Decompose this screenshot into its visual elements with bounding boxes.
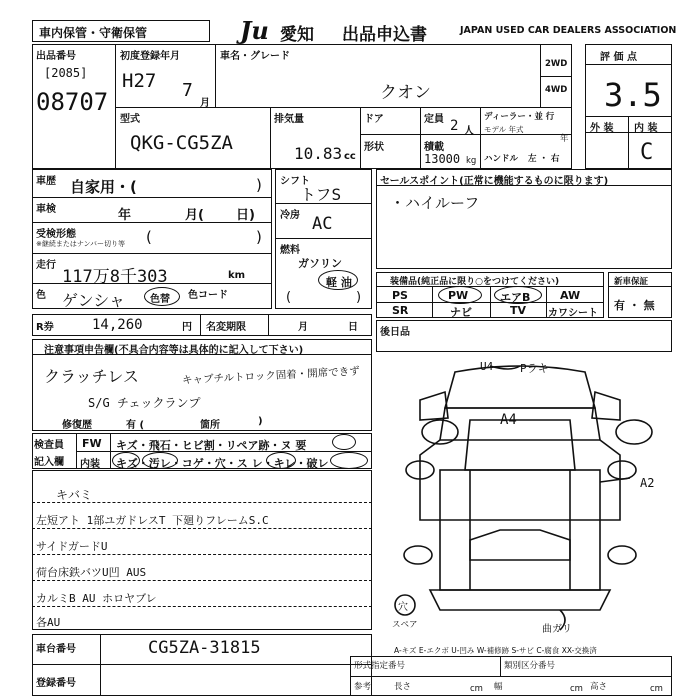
inspector-label1: 検査員 — [34, 440, 64, 451]
sales-points-value: ・ハイルーフ — [390, 194, 480, 212]
equip-navi: ナビ — [450, 306, 472, 319]
notes-line1b: キャブチルトロック固着・開席できず — [181, 365, 360, 387]
model-label: 型式 — [120, 114, 140, 125]
remark-4: 荷台床鉄バツU凹 AUS — [36, 566, 147, 579]
association-name: JAPAN USED CAR DEALERS ASSOCIATION — [460, 25, 677, 36]
handle-options: 左 ・ 右 — [528, 154, 560, 164]
listing-number-label: 出品番号 — [36, 51, 76, 62]
recycle-open: ( — [146, 228, 152, 246]
recycle-ticket-value: 14,260 — [92, 317, 143, 333]
use-close: ) — [256, 176, 262, 194]
reg-month: 7 — [182, 80, 193, 101]
height-label: 高さ — [590, 682, 608, 692]
org-name: 愛知 — [280, 25, 314, 45]
class-number-label: 類別区分番号 — [504, 661, 556, 671]
diagram-mark-side: A2 — [640, 476, 655, 490]
capacity-value: 2 — [450, 118, 459, 134]
remark-3: サイドガードU — [36, 540, 108, 553]
dealer-import-label: ディーラー・並 行 — [484, 112, 555, 122]
width-label: 幅 — [494, 682, 503, 692]
capacity-unit: 人 — [464, 126, 474, 137]
first-reg-label: 初度登録年月 — [120, 51, 180, 62]
color-code-label: 色コード — [188, 290, 228, 301]
equip-tv: TV — [510, 304, 527, 317]
spare-mark: 穴 — [398, 602, 408, 613]
notes-line1: クラッチレス — [44, 367, 139, 386]
diagram-mark-top-left: U4 — [480, 360, 494, 373]
inspection-day: 日) — [236, 208, 255, 223]
rating-value: 3.5 — [604, 76, 662, 114]
inspector-interior: 内装 — [80, 459, 100, 470]
exterior-label: 外 装 — [590, 123, 614, 134]
capacity-label: 定員 — [424, 114, 444, 125]
equipment-label: 装備品(純正品に限り○をつけてください) — [390, 277, 560, 287]
inspector-fw-items: キズ・飛石・ヒビ割・リペア跡・ヌ 要 — [116, 439, 307, 452]
height-cm: cm — [650, 684, 663, 694]
remark-1: キバミ — [56, 488, 93, 502]
recycle-ticket-label: R券 — [36, 322, 54, 333]
aircon-label: 冷房 — [280, 210, 300, 221]
name-change-label: 名変期限 — [206, 322, 246, 333]
mileage-label: 走行 — [36, 260, 56, 271]
remark-6: 各AU — [36, 616, 61, 629]
repair-end: ) — [258, 416, 263, 427]
load-value: 13000 — [424, 152, 461, 166]
interior-value: C — [640, 140, 654, 165]
drive-4wd: 4WD — [545, 85, 568, 95]
year-unit: 年 — [560, 134, 569, 144]
handle-label: ハンドル — [484, 154, 519, 164]
use-label: 車歴 — [36, 176, 56, 187]
inspection-label: 車検 — [36, 204, 56, 215]
yen-unit: 円 — [182, 322, 192, 333]
type-designation-label: 形式指定番号 — [354, 661, 406, 671]
month-unit: 月 — [200, 98, 210, 109]
displacement-unit: cc — [344, 151, 356, 162]
model-value: QKG-CG5ZA — [130, 132, 233, 154]
name-change-month: 月 — [298, 322, 308, 333]
displacement-label: 排気量 — [274, 114, 304, 125]
equip-aw: AW — [560, 289, 581, 302]
inspection-month: 月( — [185, 208, 204, 223]
fuel-other-open: ( — [286, 290, 292, 305]
repair-label: 修復歴 — [62, 420, 92, 431]
rating-label: 評 価 点 — [600, 52, 637, 63]
name-change-day: 日 — [348, 322, 358, 333]
equip-pw: PW — [448, 289, 469, 302]
bent-label: 曲ガリ — [542, 624, 572, 635]
diagram-mark-cabin: A4 — [500, 412, 517, 428]
damage-legend: A-キズ E-エクボ U-凹み W-補修跡 S-サビ C-腐食 XX-交換済 — [394, 646, 597, 655]
lot-ref: [2085] — [44, 66, 88, 80]
notes-line2: S/G チェックランプ — [88, 396, 201, 410]
load-label: 積載 — [424, 142, 444, 153]
color-value: ゲンシャ — [62, 291, 125, 310]
equip-sr: SR — [392, 304, 409, 317]
aircon-value: AC — [312, 214, 333, 234]
mileage-unit: km — [228, 270, 246, 281]
form-title: 出品申込書 — [342, 25, 427, 45]
remark-2: 左短アト 1部ユガドレスT 下廻りフレームS.C — [36, 514, 269, 527]
use-value: 自家用・( — [70, 178, 137, 196]
shift-value: トフS — [300, 185, 342, 204]
recycle-label: 受検形態 — [36, 229, 76, 240]
warranty-options: 有 ・ 無 — [614, 299, 655, 312]
door-label: ドア — [364, 114, 384, 125]
equip-seat: カワシート — [548, 308, 598, 319]
reg-number-label: 登録番号 — [36, 678, 76, 689]
inspection-year: 年 — [118, 208, 132, 223]
width-cm: cm — [570, 684, 583, 694]
ju-logo: Ju — [240, 16, 269, 45]
inspector-interior-items: キズ・汚レ・コゲ・穴・ス レ・キレ・破レ — [116, 457, 329, 470]
after-items-label: 後日品 — [380, 327, 410, 338]
inspector-label2: 記入欄 — [34, 457, 64, 468]
load-unit: kg — [466, 156, 477, 166]
mileage-value: 117万8千303 — [62, 267, 168, 287]
diagram-mark-top-right: Pラキ — [520, 362, 549, 375]
fuel-other-close: ) — [356, 290, 362, 305]
length-label: 長さ — [394, 682, 412, 692]
model-year-label: モデル 年式 — [484, 125, 524, 134]
fuel-label: 燃料 — [280, 245, 300, 256]
shape-label: 形状 — [364, 142, 384, 153]
equip-airbag: エアB — [500, 291, 531, 304]
listing-number: 08707 — [36, 88, 109, 116]
spare-label: スペア — [392, 620, 418, 630]
car-name: クオン — [380, 83, 431, 103]
displacement-value: 10.83 — [294, 144, 343, 163]
recycle-note: ※継続またはナンバー切り等 — [36, 240, 126, 248]
color-change-label: 色替 — [150, 294, 170, 305]
inspector-fw: FW — [82, 437, 102, 450]
car-name-label: 車名・グレード — [220, 51, 290, 62]
color-label: 色 — [36, 290, 46, 301]
repair-close: 箇所 — [200, 420, 220, 431]
equip-ps: PS — [392, 289, 408, 302]
warranty-label: 新車保証 — [614, 277, 649, 287]
repair-value: 有 ( — [126, 420, 145, 431]
notes-label: 注意事項申告欄(不具合内容等は具体的に記入して下さい) — [44, 345, 304, 356]
drive-2wd: 2WD — [545, 59, 568, 69]
shift-label: シフト — [280, 176, 310, 187]
sales-points-label: セールスポイント(正常に機能するものに限ります) — [380, 176, 609, 187]
fuel-diesel: 軽 油 — [326, 276, 352, 289]
storage-badge-text: 車内保管・守衛保管 — [39, 26, 148, 40]
reg-era-year: H27 — [122, 70, 157, 92]
chassis-number: CG5ZA-31815 — [148, 638, 261, 658]
ref-label: 参考 — [354, 682, 372, 692]
fuel-gasoline: ガソリン — [298, 257, 342, 270]
recycle-close: ) — [256, 228, 262, 246]
remark-5: カルミB AU ホロヤブレ — [36, 592, 157, 605]
chassis-label: 車台番号 — [36, 644, 76, 655]
interior-label: 内 装 — [634, 123, 658, 134]
length-cm: cm — [470, 684, 483, 694]
